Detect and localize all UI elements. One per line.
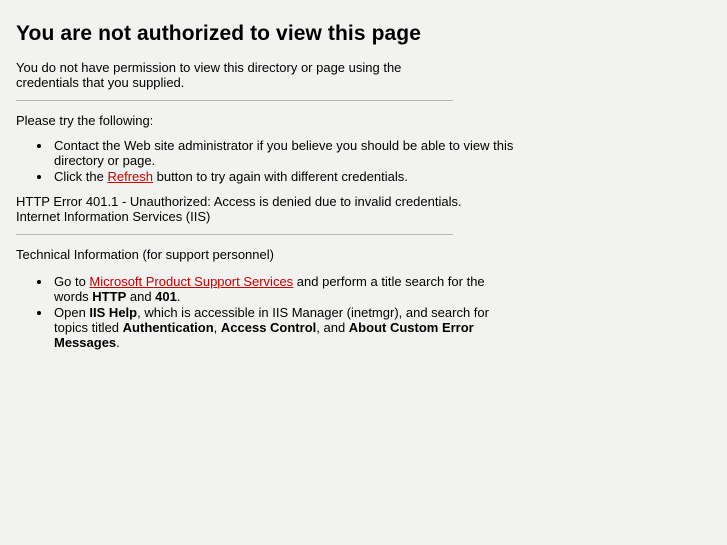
list-item bbox=[52, 169, 522, 184]
tech-bullet-1-start: Go to bbox=[54, 274, 90, 289]
tech-bullet-1-end: . bbox=[176, 289, 181, 304]
server-line: Internet Information Services (IIS) bbox=[16, 209, 211, 224]
tech-bullet-2-end: . bbox=[116, 335, 120, 350]
tech-bullet-2-bold-authentication: Authentication bbox=[122, 320, 214, 335]
microsoft-support-link[interactable]: Microsoft Product Support Services bbox=[89, 274, 294, 289]
list-item bbox=[52, 305, 522, 350]
bullet-2-text-start: Click the bbox=[54, 169, 108, 184]
divider-top bbox=[16, 100, 453, 101]
divider-bottom bbox=[16, 234, 453, 235]
bullet-2-text-end: button to try again with different credentials. bbox=[153, 169, 408, 184]
try-following-text: Please try the following: bbox=[16, 113, 154, 128]
tech-bullet-1-bold-401: 401 bbox=[155, 289, 177, 304]
http-error-line: HTTP Error 401.1 - Unauthorized: Access is denied due to invalid credentials. bbox=[16, 194, 462, 209]
tech-bullet-2-bold-access-control: Access Control bbox=[220, 320, 317, 335]
error-details bbox=[16, 194, 711, 224]
list-item bbox=[52, 274, 522, 304]
tech-bullet-1-mid: and perform a title search for the words bbox=[54, 274, 485, 304]
tech-bullet-2-mid: , which is accessible in IIS Manager (inetmgr), and search for topics titled bbox=[54, 305, 489, 335]
suggestion-list bbox=[16, 138, 522, 184]
tech-bullet-2-sep-2: , and bbox=[316, 320, 349, 335]
intro-paragraph: You do not have permission to view this directory or page using the credentials that you supplied. bbox=[16, 60, 402, 90]
technical-list bbox=[16, 274, 522, 350]
technical-info-heading: Technical Information (for support personnel) bbox=[16, 247, 274, 262]
refresh-link[interactable]: Refresh bbox=[107, 169, 153, 184]
tech-bullet-1-and: and bbox=[126, 289, 156, 304]
tech-bullet-2-start: Open bbox=[54, 305, 90, 320]
tech-bullet-2-bold-iis-help: IIS Help bbox=[89, 305, 138, 320]
tech-bullet-2-bold-custom-error: About Custom Error Messages bbox=[54, 320, 474, 350]
tech-bullet-1-bold-http: HTTP bbox=[92, 289, 127, 304]
list-item bbox=[52, 138, 522, 168]
page-title: You are not authorized to view this page bbox=[16, 22, 421, 45]
bullet-1-text: Contact the Web site administrator if you believe you should be able to view this directory or page. bbox=[54, 138, 514, 168]
tech-bullet-2-sep-1: , bbox=[213, 320, 221, 335]
